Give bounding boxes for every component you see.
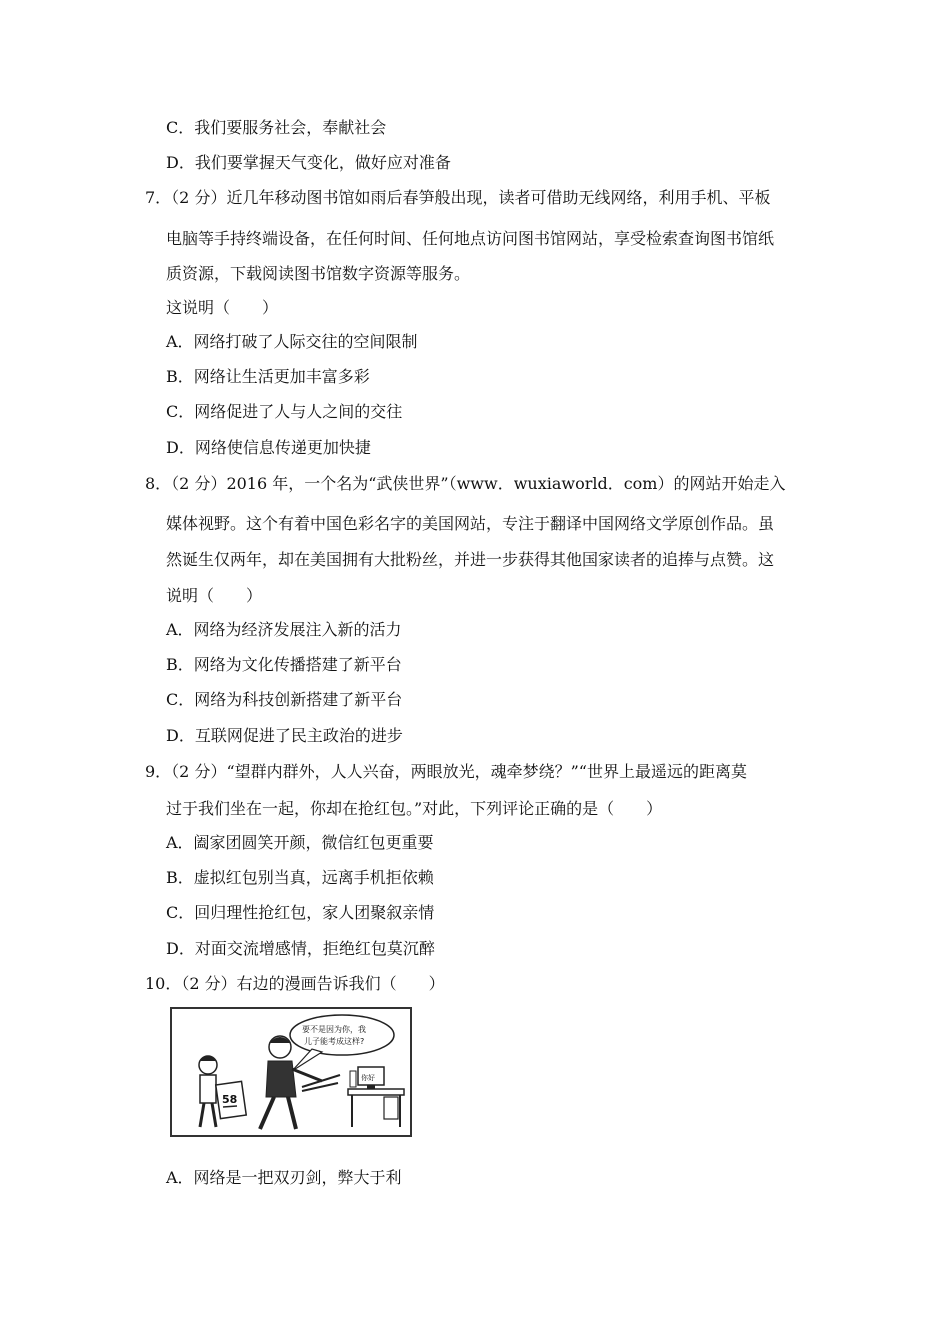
computer-monitor	[350, 1067, 384, 1089]
q6-option-c: C．我们要服务社会，奉献社会	[166, 118, 387, 137]
q10-stem-line-1: 10．（2 分）右边的漫画告诉我们（ ）	[145, 974, 445, 993]
q8-stem-line-3: 然诞生仅两年，却在美国拥有大批粉丝，并进一步获得其他国家读者的追捧与点赞。这	[166, 550, 775, 569]
q10-option-a: A．网络是一把双刃剑，弊大于利	[166, 1168, 402, 1187]
speech-bubble-line-1: 要不是因为你，我	[302, 1025, 366, 1034]
scissors-icon	[302, 1075, 340, 1091]
q6-option-d: D．我们要掌握天气变化，做好应对准备	[166, 153, 451, 172]
q9-stem-line-2: 过于我们坐在一起，你却在抢红包。”对此，下列评论正确的是（ ）	[166, 799, 663, 818]
computer-desk	[348, 1089, 404, 1127]
q9-option-b: B．虚拟红包别当真，远离手机拒依赖	[166, 868, 434, 887]
q9-stem-line-1: 9．（2 分）“望群内群外，人人兴奋，两眼放光，魂牵梦绕？”“世界上最遥远的距离莫	[145, 762, 747, 781]
child-figure	[199, 1056, 217, 1127]
q7-option-c: C．网络促进了人与人之间的交往	[166, 402, 403, 421]
q9-option-c: C．回归理性抢红包，家人团聚叙亲情	[166, 903, 435, 922]
q8-stem-line-2: 媒体视野。这个有着中国色彩名字的美国网站，专注于翻译中国网络文学原创作品。虽	[166, 514, 775, 533]
q8-option-a: A．网络为经济发展注入新的活力	[166, 620, 402, 639]
q7-stem-line-2: 电脑等手持终端设备，在任何时间、任何地点访问图书馆网站，享受检索查询图书馆纸	[166, 229, 775, 248]
speech-bubble-line-2: 儿子能考成这样?	[304, 1037, 365, 1046]
q7-stem-line-3: 质资源，下载阅读图书馆数字资源等服务。	[166, 264, 471, 283]
q7-option-d: D．网络使信息传递更加快捷	[166, 438, 371, 457]
q9-option-a: A．阖家团圆笑开颜，微信红包更重要	[166, 833, 434, 852]
q7-option-b: B．网络让生活更加丰富多彩	[166, 367, 370, 386]
exam-paper	[216, 1081, 246, 1118]
q8-stem-line-4: 说明（ ）	[166, 586, 263, 605]
q7-stem-line-1: 7．（2 分）近几年移动图书馆如雨后春笋般出现，读者可借助无线网络，利用手机、平板	[145, 188, 771, 207]
q7-stem-line-4: 这说明（ ）	[166, 298, 279, 317]
exam-score: 58	[222, 1093, 238, 1106]
q9-option-d: D．对面交流增感情，拒绝红包莫沉醉	[166, 939, 435, 958]
cartoon-drawing	[172, 1009, 410, 1135]
q8-option-b: B．网络为文化传播搭建了新平台	[166, 655, 402, 674]
speech-bubble-tail	[292, 1049, 322, 1071]
q8-option-c: C．网络为科技创新搭建了新平台	[166, 690, 403, 709]
speech-bubble	[290, 1015, 394, 1055]
q8-option-d: D．互联网促进了民主政治的进步	[166, 726, 403, 745]
q8-stem-line-1: 8．（2 分）2016 年，一个名为“武侠世界”（www．wuxiaworld．com）的网站开始走入	[145, 474, 786, 493]
cartoon-illustration	[170, 1007, 412, 1137]
screen-label: 你好	[361, 1074, 375, 1082]
q7-option-a: A．网络打破了人际交往的空间限制	[166, 332, 418, 351]
